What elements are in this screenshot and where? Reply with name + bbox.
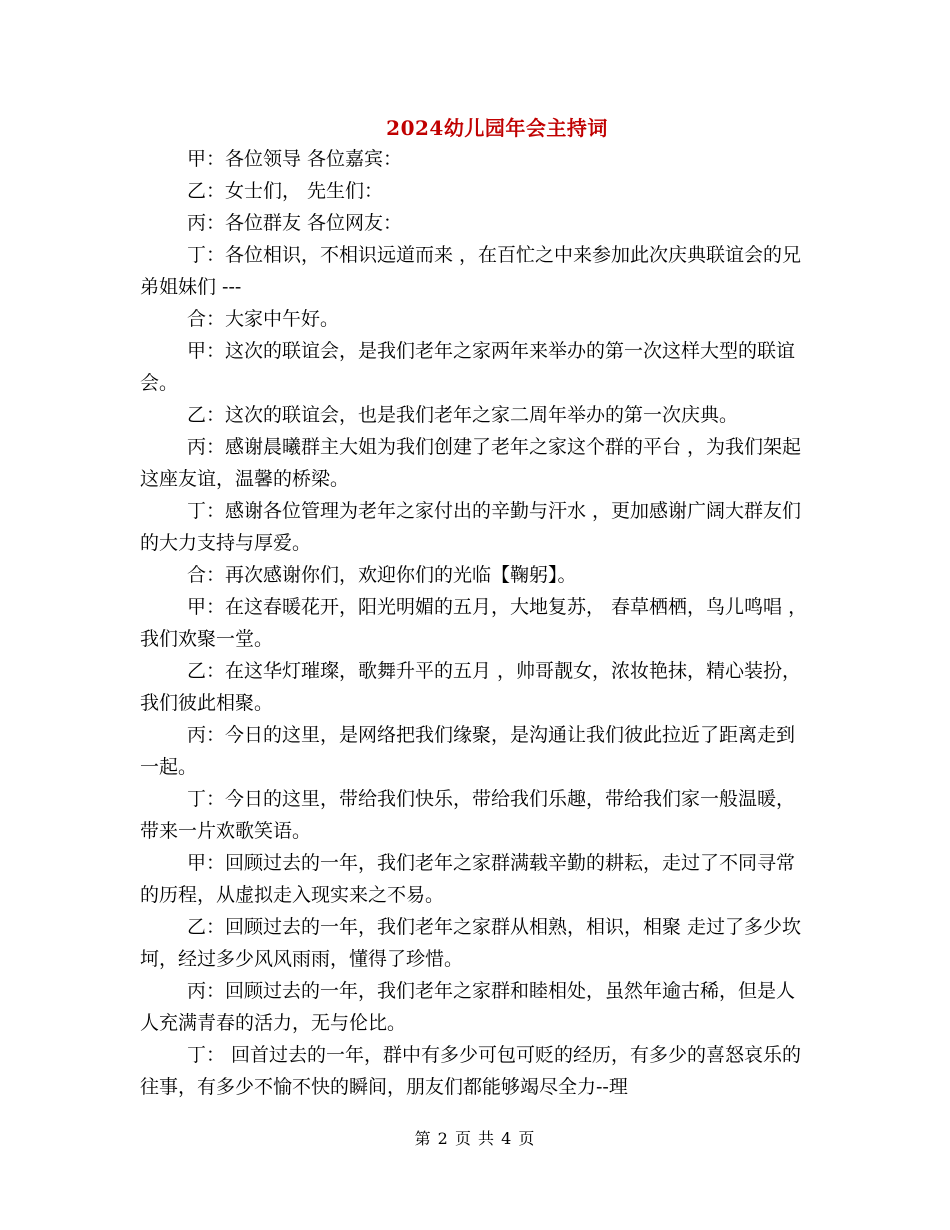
paragraph: 乙：回顾过去的一年，我们老年之家群从相熟，相识，相聚 走过了多少坎坷，经过多少风风雨雨，懂得了珍惜。 [140, 916, 802, 970]
paragraph: 丁： 回首过去的一年，群中有多少可包可贬的经历，有多少的喜怒哀乐的往事，有多少不愉不快的瞬间，朋友们都能够竭尽全力--理 [140, 1044, 802, 1098]
page-footer: 第 2 页 共 4 页 [414, 1129, 536, 1148]
paragraph: 丙：今日的这里，是网络把我们缘聚，是沟通让我们彼此拉近了距离走到一起。 [140, 724, 796, 778]
paragraph: 合：再次感谢你们，欢迎你们的光临【鞠躬】。 [187, 564, 577, 586]
paragraph: 丙：回顾过去的一年，我们老年之家群和睦相处，虽然年逾古稀，但是人人充满青春的活力，无与伦比。 [140, 980, 796, 1034]
paragraph: 乙：这次的联谊会，也是我们老年之家二周年举办的第一次庆典。 [187, 404, 739, 426]
paragraph: 甲：在这春暖花开，阳光明媚的五月，大地复苏， 春草栖栖，鸟儿鸣唱 ，我们欢聚一堂。 [140, 596, 808, 650]
paragraph: 丁：各位相识，不相识远道而来 ，在百忙之中来参加此次庆典联谊会的兄弟姐妹们 --- [140, 244, 802, 298]
paragraph: 丁：今日的这里，带给我们快乐，带给我们乐趣，带给我们家一般温暖，带来一片欢歌笑语。 [140, 788, 796, 842]
paragraph: 乙：在这华灯璀璨，歌舞升平的五月 ，帅哥靓女，浓妆艳抹，精心装扮， 我们彼此相聚。 [140, 660, 802, 714]
paragraph: 乙：女士们， 先生们： [187, 180, 384, 202]
paragraph: 丙：各位群友 各位网友： [187, 212, 403, 234]
paragraph: 甲：这次的联谊会，是我们老年之家两年来举办的第一次这样大型的联谊会。 [140, 340, 796, 394]
paragraph: 甲：各位领导 各位嘉宾： [187, 148, 403, 170]
document-title: 2024幼儿园年会主持词 [386, 116, 608, 140]
paragraph: 丁：感谢各位管理为老年之家付出的辛勤与汗水 ，更加感谢广阔大群友们的大力支持与厚爱。 [140, 500, 802, 554]
paragraph: 甲：回顾过去的一年，我们老年之家群满载辛勤的耕耘，走过了不同寻常的历程，从虚拟走入现实来之不易。 [140, 852, 796, 906]
paragraph: 丙：感谢晨曦群主大姐为我们创建了老年之家这个群的平台 ，为我们架起这座友谊，温馨的桥梁。 [140, 436, 802, 490]
paragraph: 合：大家中午好。 [187, 308, 340, 330]
document-body [140, 143, 812, 1103]
